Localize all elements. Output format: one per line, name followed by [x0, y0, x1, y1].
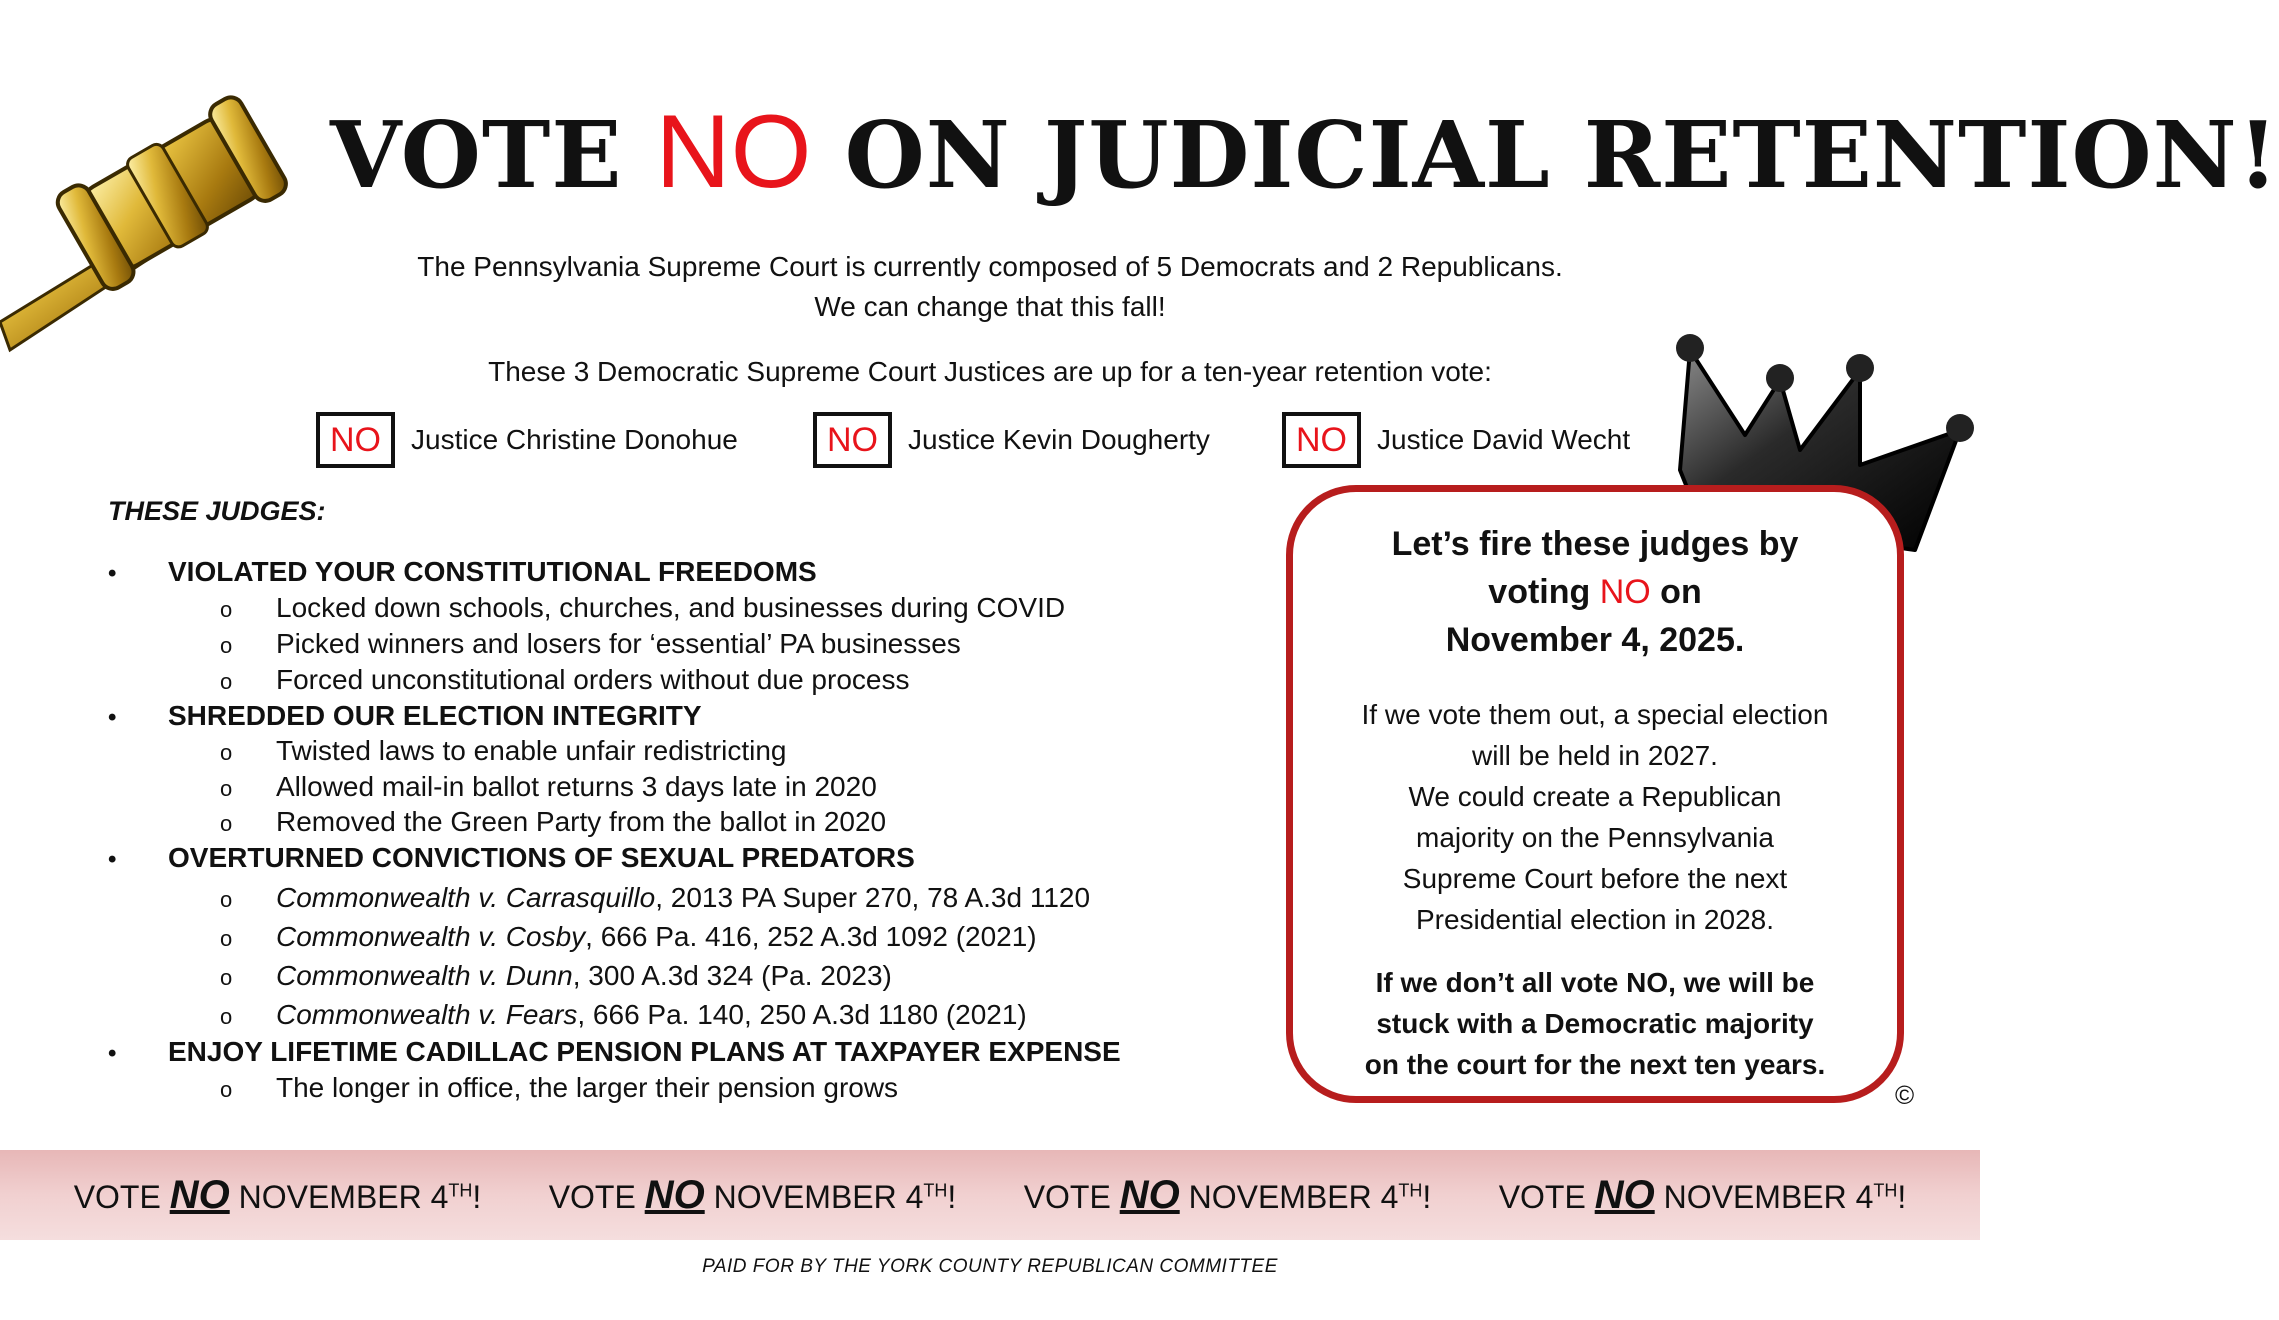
justice-item	[316, 412, 738, 468]
case-cite: , 666 Pa. 416, 252 A.3d 1092 (2021)	[585, 921, 1037, 952]
callout-heading-line: Let’s fire these judges by	[1391, 525, 1799, 563]
sub-marker: o	[220, 1004, 233, 1029]
callout-body-line: If we vote them out, a special election	[1361, 699, 1829, 730]
headline-post: ON JUDICIAL RETENTION!	[844, 101, 2279, 209]
intro-line-1: The Pennsylvania Supreme Court is currently composed of 5 Democrats and 2 Republicans.	[417, 251, 1563, 282]
copyright-symbol: ©	[1895, 1080, 1915, 1110]
banner-sup: TH	[923, 1179, 948, 1200]
sub-text: Twisted laws to enable unfair redistricting	[276, 735, 787, 766]
headline-no: NO	[655, 94, 812, 210]
bullet-item	[108, 700, 702, 732]
banner-date: NOVEMBER 4	[1663, 1178, 1874, 1215]
banner-end: !	[1897, 1178, 1907, 1215]
headline	[330, 92, 2279, 212]
callout-heading-post: on	[1660, 573, 1702, 611]
paid-for-disclaimer: PAID FOR BY THE YORK COUNTY REPUBLICAN COMMITTEE	[702, 1256, 1278, 1277]
no-checkbox: NO	[813, 412, 892, 468]
sub-marker: o	[220, 965, 233, 990]
bullet-item	[108, 842, 915, 874]
bullet-text: ENJOY LIFETIME CADILLAC PENSION PLANS AT TAXPAYER EXPENSE	[168, 1036, 1121, 1067]
callout-body-line: will be held in 2027.	[1472, 740, 1718, 771]
case-name: Commonwealth v. Carrasquillo	[276, 882, 656, 913]
banner-no: NO	[169, 1172, 230, 1217]
justice-name: Justice Kevin Dougherty	[908, 424, 1210, 455]
banner-item	[549, 1173, 957, 1218]
justice-name: Justice David Wecht	[1377, 424, 1631, 455]
justice-item	[813, 412, 1210, 468]
bullet-marker: •	[108, 560, 117, 587]
banner-pre: VOTE	[1498, 1178, 1586, 1215]
sub-marker: o	[220, 633, 233, 658]
sub-text: Locked down schools, churches, and businesses during COVID	[276, 592, 1066, 623]
intro-line-3: These 3 Democratic Supreme Court Justices are up for a ten-year retention vote:	[488, 356, 1492, 387]
banner-date: NOVEMBER 4	[713, 1178, 924, 1215]
sub-marker: o	[220, 887, 233, 912]
bullet-text: SHREDDED OUR ELECTION INTEGRITY	[168, 700, 702, 731]
sub-marker: o	[220, 597, 233, 622]
bullet-item	[108, 556, 817, 588]
justice-item	[1282, 412, 1630, 468]
callout-body-line: majority on the Pennsylvania	[1416, 822, 1774, 853]
banner-end: !	[1422, 1178, 1432, 1215]
callout-final-line: If we don’t all vote NO, we will be	[1375, 967, 1815, 998]
banner-pre: VOTE	[1023, 1178, 1111, 1215]
callout-body-line: Supreme Court before the next	[1402, 863, 1788, 894]
case-citation	[220, 999, 1027, 1031]
sub-text: Forced unconstitutional orders without due process	[276, 664, 910, 695]
sub-item	[220, 628, 961, 660]
case-cite: , 666 Pa. 140, 250 A.3d 1180 (2021)	[577, 999, 1027, 1030]
banner-sup: TH	[448, 1179, 473, 1200]
banner-sup: TH	[1398, 1179, 1423, 1200]
sub-marker: o	[220, 926, 233, 951]
sub-marker: o	[220, 669, 233, 694]
banner-end: !	[472, 1178, 482, 1215]
bullet-text: VIOLATED YOUR CONSTITUTIONAL FREEDOMS	[168, 556, 817, 587]
bullet-marker: •	[108, 1040, 117, 1067]
case-name: Commonwealth v. Fears	[276, 999, 578, 1030]
callout-heading-pre: voting	[1488, 573, 1591, 611]
bullet-item	[108, 1036, 1121, 1068]
banner-item	[74, 1173, 482, 1218]
justice-name: Justice Christine Donohue	[411, 424, 738, 455]
case-name: Commonwealth v. Cosby	[276, 921, 586, 952]
callout-final-line: stuck with a Democratic majority	[1376, 1008, 1814, 1039]
banner-date: NOVEMBER 4	[1188, 1178, 1399, 1215]
sub-text: Allowed mail-in ballot returns 3 days late in 2020	[276, 771, 877, 802]
callout-heading	[1293, 520, 1897, 664]
banner-no: NO	[1594, 1172, 1655, 1217]
sub-marker: o	[220, 811, 233, 836]
bullet-text: OVERTURNED CONVICTIONS OF SEXUAL PREDATORS	[168, 842, 915, 873]
no-checkbox: NO	[1282, 412, 1361, 468]
sub-text: The longer in office, the larger their pension grows	[276, 1072, 899, 1103]
callout-box	[1286, 485, 1904, 1103]
banner-item	[1024, 1173, 1432, 1218]
case-cite: , 2013 PA Super 270, 78 A.3d 1120	[655, 882, 1091, 913]
callout-heading-no: NO	[1599, 573, 1651, 611]
sub-item	[220, 806, 886, 838]
headline-pre: VOTE	[330, 101, 623, 209]
bullet-marker: •	[108, 704, 117, 731]
case-citation	[220, 960, 892, 992]
bullet-marker: •	[108, 846, 117, 873]
sub-item	[220, 1072, 898, 1104]
sub-text: Picked winners and losers for ‘essential’ PA businesses	[276, 628, 961, 659]
these-judges-label: THESE JUDGES:	[108, 496, 326, 526]
banner-pre: VOTE	[548, 1178, 636, 1215]
case-citation	[220, 882, 1090, 914]
sub-marker: o	[220, 776, 233, 801]
callout-body	[1293, 694, 1897, 940]
banner-no: NO	[644, 1172, 705, 1217]
sub-item	[220, 664, 909, 696]
banner-sup: TH	[1873, 1179, 1898, 1200]
case-cite: , 300 A.3d 324 (Pa. 2023)	[572, 960, 892, 991]
sub-item	[220, 735, 786, 767]
case-citation	[220, 921, 1037, 953]
banner-end: !	[947, 1178, 957, 1215]
callout-final	[1293, 962, 1897, 1085]
callout-body-line: We could create a Republican	[1408, 781, 1782, 812]
banner-item	[1499, 1173, 1907, 1218]
sub-marker: o	[220, 1077, 233, 1102]
banner-date: NOVEMBER 4	[238, 1178, 449, 1215]
vote-banner	[0, 1150, 1980, 1240]
election-date: November 4, 2025.	[1445, 621, 1745, 659]
no-checkbox: NO	[316, 412, 395, 468]
sub-marker: o	[220, 740, 233, 765]
banner-no: NO	[1119, 1172, 1180, 1217]
sub-item	[220, 771, 877, 803]
sub-text: Removed the Green Party from the ballot in 2020	[276, 806, 887, 837]
banner-pre: VOTE	[73, 1178, 161, 1215]
intro-line-2: We can change that this fall!	[814, 291, 1166, 322]
callout-body-line: Presidential election in 2028.	[1415, 904, 1774, 935]
case-name: Commonwealth v. Dunn	[276, 960, 573, 991]
callout-final-line: on the court for the next ten years.	[1364, 1049, 1826, 1080]
sub-item	[220, 592, 1065, 624]
